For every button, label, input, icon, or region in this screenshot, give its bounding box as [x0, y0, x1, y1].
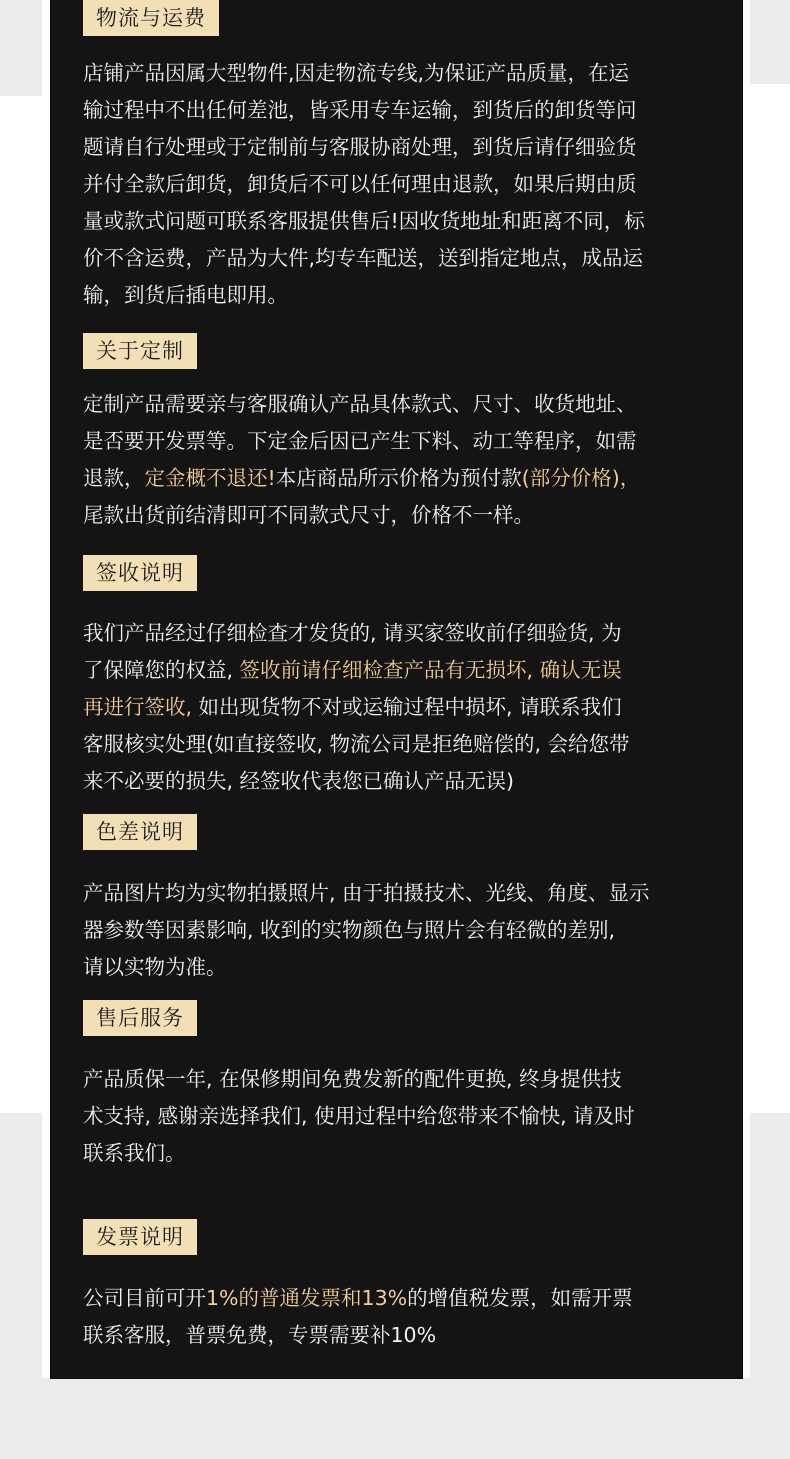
section-tag-logistics: 物流与运费: [83, 0, 219, 36]
body-text: 是否要开发票等。下定金后因已产生下料、动工等程序，如需: [83, 429, 637, 453]
section-tag-invoice: 发票说明: [83, 1219, 197, 1255]
text-line: [83, 423, 735, 460]
section-body-receipt: [83, 615, 735, 800]
text-line: [83, 949, 735, 986]
text-line: [83, 689, 735, 726]
body-text: 输过程中不出任何差池，皆采用专车运输，到货后的卸货等问: [83, 98, 637, 122]
body-text: 来不必要的损失, 经签收代表您已确认产品无误): [83, 769, 515, 793]
section-tag-custom: 关于定制: [83, 333, 197, 369]
text-line: [83, 1280, 735, 1317]
text-line: [83, 1098, 735, 1135]
body-text: 如出现货物不对或运输过程中损坏, 请联系我们: [192, 695, 622, 719]
body-text: 退款，: [83, 466, 145, 490]
text-line: [83, 875, 735, 912]
body-text: 产品质保一年, 在保修期间免费发新的配件更换, 终身提供技: [83, 1067, 622, 1091]
highlight-text: 再进行签收,: [83, 695, 193, 719]
section-body-color: [83, 875, 735, 986]
body-text: 客服核实处理(如直接签收, 物流公司是拒绝赔偿的, 会给您带: [83, 732, 630, 756]
text-line: [83, 92, 735, 129]
section-body-custom: [83, 386, 735, 534]
body-text: 输，到货后插电即用。: [83, 283, 288, 307]
body-text: 了保障您的权益,: [83, 658, 240, 682]
text-line: [83, 1317, 735, 1354]
text-line: [83, 203, 735, 240]
body-text: 并付全款后卸货，卸货后不可以任何理由退款，如果后期由质: [83, 172, 637, 196]
text-line: [83, 55, 735, 92]
bg-top-right: [750, 0, 790, 84]
body-text: 产品图片均为实物拍摄照片, 由于拍摄技术、光线、角度、显示: [83, 881, 650, 905]
text-line: [83, 1061, 735, 1098]
section-tag-receipt: 签收说明: [83, 555, 197, 591]
text-line: [83, 1135, 735, 1172]
body-text: 店铺产品因属大型物件,因走物流专线,为保证产品质量，在运: [83, 61, 630, 85]
highlight-text: 签收前请仔细检查产品有无损坏, 确认无误: [239, 658, 622, 682]
section-tag-after-sales: 售后服务: [83, 1000, 197, 1036]
bg-top-left: [0, 0, 42, 96]
text-line: [83, 129, 735, 166]
text-line: [83, 277, 735, 314]
body-text: 本店商品所示价格为预付款: [275, 466, 522, 490]
body-text: 术支持, 感谢亲选择我们, 使用过程中给您带来不愉快, 请及时: [83, 1104, 635, 1128]
text-line: [83, 652, 735, 689]
body-text: 公司目前可开: [83, 1286, 206, 1310]
highlight-text: 定金概不退还!: [144, 466, 276, 490]
body-text: 量或款式问题可联系客服提供售后!因收货地址和距离不同，标: [83, 209, 645, 233]
text-line: [83, 460, 735, 497]
bg-bottom: [0, 1378, 790, 1459]
section-body-logistics: [83, 55, 735, 314]
text-line: [83, 386, 735, 423]
section-body-after-sales: [83, 1061, 735, 1172]
body-text: 价不含运费，产品为大件,均专车配送，送到指定地点，成品运: [83, 246, 644, 270]
text-line: [83, 166, 735, 203]
section-tag-color: 色差说明: [83, 814, 197, 850]
text-line: [83, 763, 735, 800]
body-text: 的增值税发票，如需开票: [407, 1286, 633, 1310]
body-text: 定制产品需要亲与客服确认产品具体款式、尺寸、收货地址、: [83, 392, 637, 416]
text-line: [83, 726, 735, 763]
section-body-invoice: [83, 1280, 735, 1354]
highlight-text: (部分价格)，: [521, 466, 641, 490]
highlight-text: 1%的普通发票和13%: [206, 1286, 408, 1310]
body-text: 请以实物为准。: [83, 955, 227, 979]
body-text: 联系我们。: [83, 1141, 186, 1165]
text-line: [83, 912, 735, 949]
body-text: 联系客服，普票免费，专票需要补10%: [83, 1323, 437, 1347]
text-line: [83, 615, 735, 652]
body-text: 题请自行处理或于定制前与客服协商处理，到货后请仔细验货: [83, 135, 637, 159]
body-text: 我们产品经过仔细检查才发货的, 请买家签收前仔细验货, 为: [83, 621, 622, 645]
text-line: [83, 240, 735, 277]
text-line: [83, 497, 735, 534]
body-text: 尾款出货前结清即可不同款式尺寸，价格不一样。: [83, 503, 534, 527]
body-text: 器参数等因素影响, 收到的实物颜色与照片会有轻微的差别,: [83, 918, 616, 942]
